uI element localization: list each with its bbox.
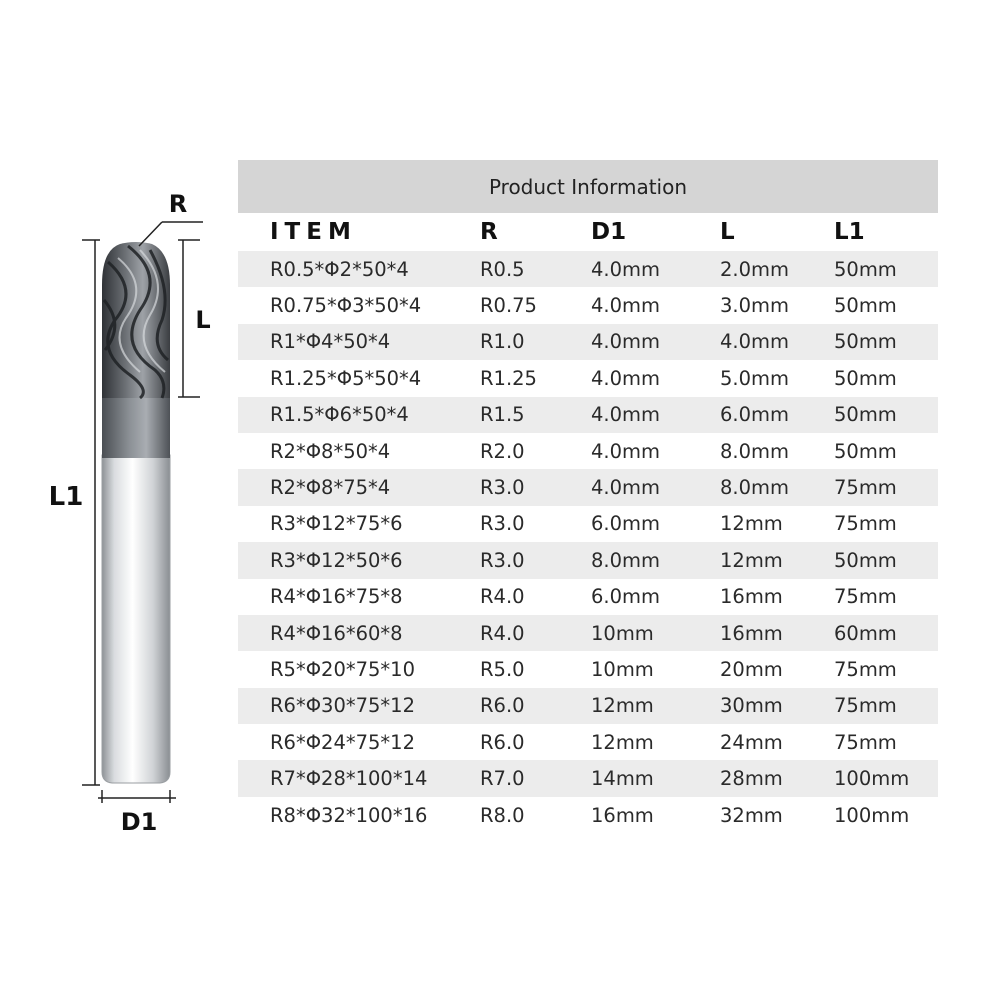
cell-item: R4*Φ16*60*8 xyxy=(270,621,403,645)
header-item: ITEM xyxy=(270,219,357,245)
cell-d1: 16mm xyxy=(591,803,654,827)
cell-d1: 4.0mm xyxy=(591,294,661,318)
cell-item: R2*Φ8*75*4 xyxy=(270,476,391,500)
cell-l1: 75mm xyxy=(834,730,897,754)
cell-item: R4*Φ16*75*8 xyxy=(270,585,403,609)
table-row xyxy=(238,760,938,796)
cell-l1: 50mm xyxy=(834,257,897,281)
cell-d1: 4.0mm xyxy=(591,476,661,500)
end-mill-tool xyxy=(102,242,170,783)
product-info-table xyxy=(238,160,938,833)
cell-l1: 75mm xyxy=(834,694,897,718)
cell-r: R6.0 xyxy=(480,694,525,718)
cell-d1: 12mm xyxy=(591,694,654,718)
cell-r: R3.0 xyxy=(480,548,525,572)
cell-l: 28mm xyxy=(720,767,783,791)
cell-l: 3.0mm xyxy=(720,294,790,318)
cell-d1: 8.0mm xyxy=(591,548,661,572)
table-row xyxy=(238,651,938,687)
header-r: R xyxy=(480,219,498,245)
cell-l1: 50mm xyxy=(834,403,897,427)
tool-shank xyxy=(102,455,170,783)
cell-l: 16mm xyxy=(720,585,783,609)
cell-l: 30mm xyxy=(720,694,783,718)
cell-l1: 50mm xyxy=(834,439,897,463)
cell-r: R5.0 xyxy=(480,657,525,681)
cell-l1: 75mm xyxy=(834,585,897,609)
cell-item: R6*Φ24*75*12 xyxy=(270,730,415,754)
cell-l: 16mm xyxy=(720,621,783,645)
table-row xyxy=(238,506,938,542)
cell-item: R6*Φ30*75*12 xyxy=(270,694,415,718)
cell-l: 12mm xyxy=(720,512,783,536)
cell-d1: 14mm xyxy=(591,767,654,791)
cell-d1: 4.0mm xyxy=(591,403,661,427)
cell-r: R4.0 xyxy=(480,621,525,645)
cell-l1: 50mm xyxy=(834,330,897,354)
cell-r: R6.0 xyxy=(480,730,525,754)
table-row xyxy=(238,287,938,323)
cell-l1: 50mm xyxy=(834,294,897,318)
cell-r: R0.5 xyxy=(480,257,525,281)
cell-l: 8.0mm xyxy=(720,439,790,463)
cell-d1: 4.0mm xyxy=(591,439,661,463)
cell-item: R1.25*Φ5*50*4 xyxy=(270,366,422,390)
cell-item: R7*Φ28*100*14 xyxy=(270,767,428,791)
table-row xyxy=(238,797,938,833)
cell-d1: 10mm xyxy=(591,621,654,645)
table-row xyxy=(238,433,938,469)
cell-l: 20mm xyxy=(720,657,783,681)
tool-neck xyxy=(102,398,170,458)
cell-r: R8.0 xyxy=(480,803,525,827)
table-row xyxy=(238,542,938,578)
table-row xyxy=(238,724,938,760)
cell-l: 4.0mm xyxy=(720,330,790,354)
cell-l1: 75mm xyxy=(834,476,897,500)
cell-item: R5*Φ20*75*10 xyxy=(270,657,415,681)
table-header-row xyxy=(238,213,938,251)
cell-d1: 12mm xyxy=(591,730,654,754)
cell-d1: 6.0mm xyxy=(591,512,661,536)
table-row xyxy=(238,397,938,433)
table-row xyxy=(238,688,938,724)
cell-r: R0.75 xyxy=(480,294,537,318)
cell-l: 24mm xyxy=(720,730,783,754)
dimension-label-l1: L1 xyxy=(48,482,84,512)
table-title: Product Information xyxy=(238,160,938,213)
table-row xyxy=(238,324,938,360)
table-row xyxy=(238,579,938,615)
end-mill-diagram xyxy=(0,0,238,1000)
cell-l1: 50mm xyxy=(834,548,897,572)
cell-r: R1.5 xyxy=(480,403,525,427)
cell-r: R1.0 xyxy=(480,330,525,354)
cell-r: R4.0 xyxy=(480,585,525,609)
cell-l: 12mm xyxy=(720,548,783,572)
cell-r: R3.0 xyxy=(480,512,525,536)
cell-r: R1.25 xyxy=(480,366,537,390)
cell-r: R7.0 xyxy=(480,767,525,791)
cell-item: R2*Φ8*50*4 xyxy=(270,439,391,463)
cell-l: 5.0mm xyxy=(720,366,790,390)
cell-r: R3.0 xyxy=(480,476,525,500)
cell-l1: 50mm xyxy=(834,366,897,390)
cell-d1: 4.0mm xyxy=(591,330,661,354)
cell-d1: 10mm xyxy=(591,657,654,681)
dimension-label-d1: D1 xyxy=(120,808,158,836)
cell-l1: 60mm xyxy=(834,621,897,645)
dimension-label-r: R xyxy=(168,190,188,218)
cell-item: R8*Φ32*100*16 xyxy=(270,803,428,827)
table-body xyxy=(238,251,938,833)
dimension-label-l: L xyxy=(195,306,211,334)
cell-item: R0.5*Φ2*50*4 xyxy=(270,257,409,281)
cell-r: R2.0 xyxy=(480,439,525,463)
header-d1: D1 xyxy=(591,219,627,245)
cell-item: R0.75*Φ3*50*4 xyxy=(270,294,422,318)
header-l: L xyxy=(720,219,735,245)
cell-l: 6.0mm xyxy=(720,403,790,427)
header-l1: L1 xyxy=(834,219,865,245)
cell-l: 8.0mm xyxy=(720,476,790,500)
table-row xyxy=(238,251,938,287)
cell-l: 32mm xyxy=(720,803,783,827)
cell-item: R3*Φ12*75*6 xyxy=(270,512,403,536)
table-row xyxy=(238,615,938,651)
cell-d1: 4.0mm xyxy=(591,366,661,390)
table-row xyxy=(238,469,938,505)
cell-l: 2.0mm xyxy=(720,257,790,281)
cell-d1: 4.0mm xyxy=(591,257,661,281)
cell-item: R1.5*Φ6*50*4 xyxy=(270,403,409,427)
cell-l1: 75mm xyxy=(834,657,897,681)
cell-d1: 6.0mm xyxy=(591,585,661,609)
cell-l1: 75mm xyxy=(834,512,897,536)
table-row xyxy=(238,360,938,396)
cell-item: R1*Φ4*50*4 xyxy=(270,330,391,354)
cell-l1: 100mm xyxy=(834,767,910,791)
cell-l1: 100mm xyxy=(834,803,910,827)
cell-item: R3*Φ12*50*6 xyxy=(270,548,403,572)
